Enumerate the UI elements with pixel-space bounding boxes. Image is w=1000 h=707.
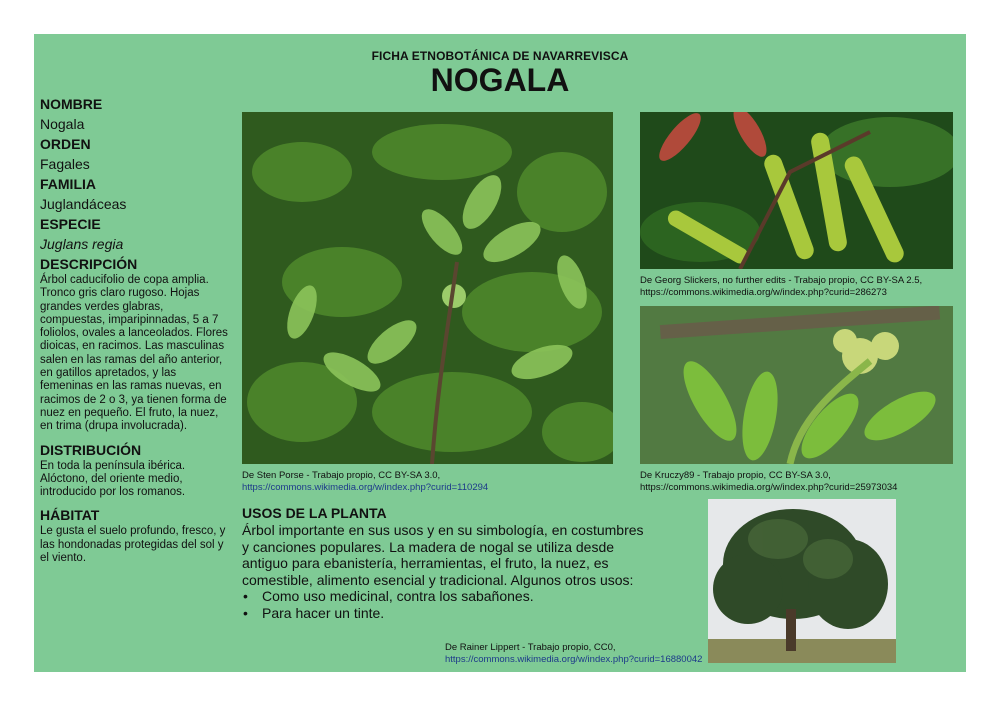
walnut-catkins-photo bbox=[640, 112, 953, 269]
main-photo-author: De Sten Porse - Trabajo propio, CC BY-SA 3.0, bbox=[242, 470, 441, 481]
uses-heading: USOS DE LA PLANTA bbox=[242, 505, 387, 521]
especie-value: Juglans regia bbox=[40, 236, 124, 252]
familia-value: Juglandáceas bbox=[40, 196, 127, 212]
nombre-value: Nogala bbox=[40, 116, 85, 132]
list-item: • Como uso medicinal, contra los sabañones. bbox=[242, 588, 652, 605]
especie-label: ESPECIE bbox=[40, 216, 101, 232]
orden-value: Fagales bbox=[40, 156, 90, 172]
flowers-photo-credit bbox=[640, 470, 953, 494]
distribucion-text: En toda la península ibérica. Alóctono, del oriente medio, introducido por los romanos. bbox=[40, 459, 186, 499]
catkins-photo-link[interactable]: https://commons.wikimedia.org/w/index.php?curid=286273 bbox=[640, 287, 887, 298]
catkins-photo-author: De Georg Slickers, no further edits - Trabajo propio, CC BY-SA 2.5, bbox=[640, 275, 923, 286]
habitat-text: Le gusta el suelo profundo, fresco, y las hondonadas protegidas del sol y el viento. bbox=[40, 525, 226, 565]
main-photo-credit bbox=[242, 470, 613, 494]
tree-photo-credit bbox=[445, 642, 715, 666]
tree-photo-link[interactable]: https://commons.wikimedia.org/w/index.php?curid=16880042 bbox=[445, 654, 703, 665]
walnut-tree-photo bbox=[708, 499, 896, 663]
plant-facts-column bbox=[40, 94, 230, 565]
familia-label: FAMILIA bbox=[40, 176, 96, 192]
flowers-photo-author: De Kruczy89 - Trabajo propio, CC BY-SA 3.0, bbox=[640, 470, 831, 481]
uses-section bbox=[242, 505, 652, 622]
descripcion-label: DESCRIPCIÓN bbox=[40, 256, 138, 272]
distribucion-label: DISTRIBUCIÓN bbox=[40, 441, 142, 458]
ethnobotanical-sheet bbox=[34, 34, 966, 672]
walnut-flowers-photo bbox=[640, 306, 953, 464]
plant-title: NOGALA bbox=[430, 62, 570, 98]
main-photo-link[interactable]: https://commons.wikimedia.org/w/index.php?curid=110294 bbox=[242, 482, 489, 493]
catkins-photo-credit bbox=[640, 275, 953, 299]
list-item: • Para hacer un tinte. bbox=[242, 605, 652, 622]
uses-list bbox=[242, 588, 652, 622]
walnut-leaves-photo bbox=[242, 112, 613, 464]
orden-label: ORDEN bbox=[40, 136, 91, 152]
descripcion-text: Árbol caducifolio de copa amplia. Tronco gris claro rugoso. Hojas grandes verdes glabras, compuestas, imparipinnadas, 5 a 7 foliolos, ovales a lanceolados. Flores dioicas, en racimos. Las masculinas salen en las ramas del año anterior, en gatillos apretados, y las femeninas en las ramas nuevas, en racimos de 2 o 3, ya tienen forma de nuez en pequeño. El fruto, la nuez, en trima (drupa involucrada). bbox=[40, 274, 228, 433]
habitat-label: HÁBITAT bbox=[40, 507, 100, 524]
sheet-subtitle: FICHA ETNOBOTÁNICA DE NAVARREVISCA bbox=[371, 49, 629, 63]
nombre-label: NOMBRE bbox=[40, 96, 103, 112]
flowers-photo-link[interactable]: https://commons.wikimedia.org/w/index.php?curid=25973034 bbox=[640, 482, 898, 493]
uses-text: Árbol importante en sus usos y en su simbología, en costumbres y canciones populares. La madera de nogal se utiliza desde antiguo para ebanistería, herramientas, el fruto, la nuez, es comestible, alimento esencial y tradicional. Algunos otros usos: bbox=[242, 522, 644, 588]
tree-photo-author: De Rainer Lippert - Trabajo propio, CC0, bbox=[445, 642, 616, 653]
